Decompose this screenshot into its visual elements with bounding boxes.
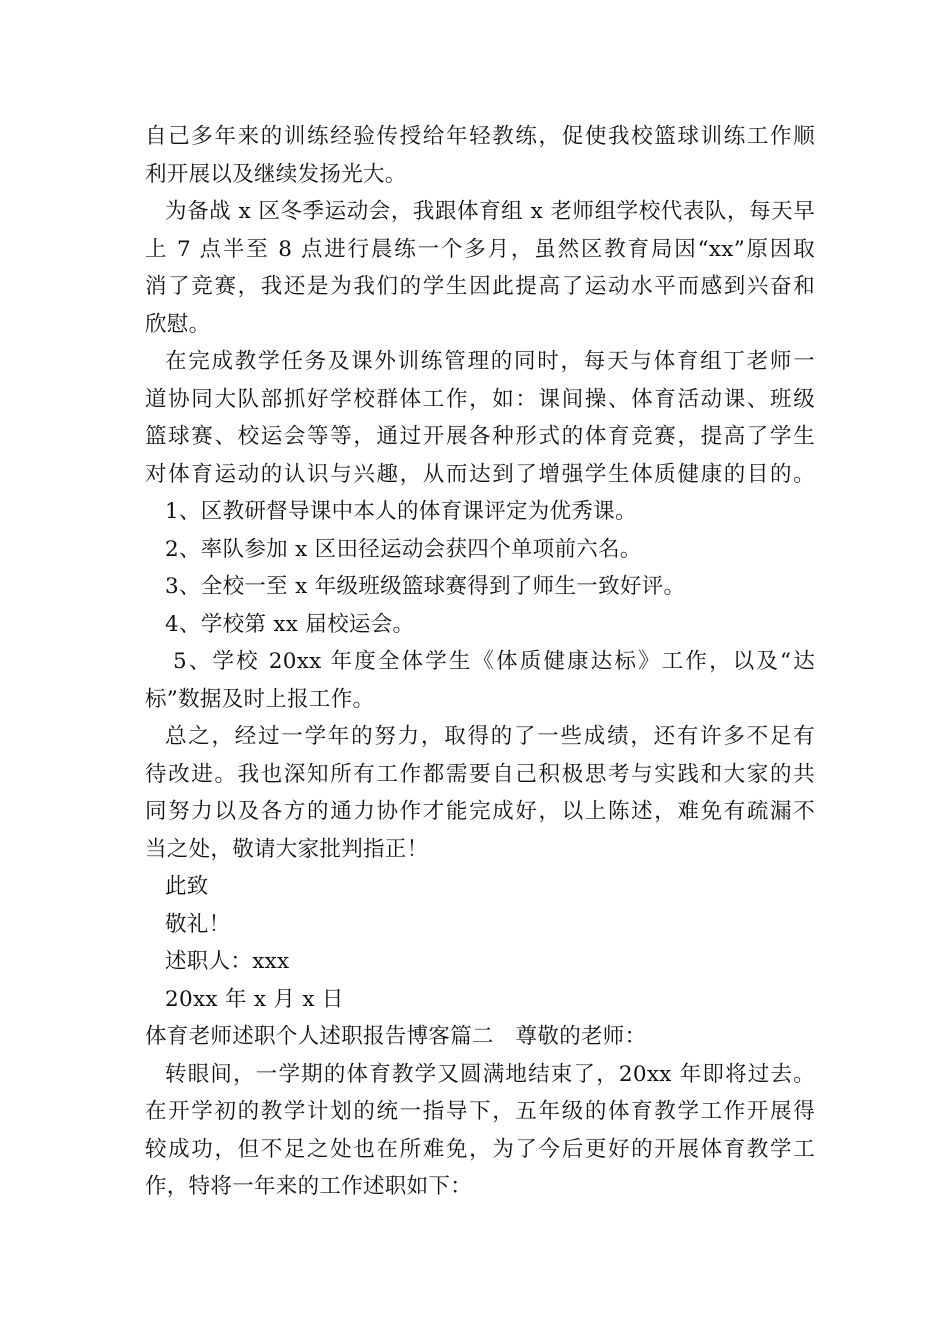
paragraph-line: 为备战 x 区冬季运动会，我跟体育组 x 老师组学校代表队，每天早 (165, 199, 815, 224)
paragraph-line: 作，特将一年来的工作述职如下： (145, 1174, 473, 1199)
paragraph-line: 欣慰。 (145, 311, 211, 337)
list-item: 4、学校第 xx 届校运会。 (165, 611, 415, 637)
paragraph-line: 对体育运动的认识与兴趣，从而达到了增强学生体质健康的目的。 (145, 461, 815, 487)
signature-date: 20xx 年 x 月 x 日 (165, 986, 344, 1012)
paragraph-line: 道协同大队部抓好学校群体工作，如：课间操、体育活动课、班级 (145, 386, 815, 412)
signature-name: 述职人：xxx (165, 949, 290, 974)
list-item: 5、学校 20xx 年度全体学生《体质健康达标》工作，以及“达 (173, 649, 815, 674)
paragraph-line: 同努力以及各方的通力协作才能完成好，以上陈述，难免有疏漏不 (145, 799, 815, 824)
section-title: 体育老师述职个人述职报告博客篇二 尊敬的老师： (145, 1024, 647, 1049)
paragraph-line: 在开学初的教学计划的统一指导下，五年级的体育教学工作开展得 (145, 1099, 815, 1124)
paragraph-line: 较成功，但不足之处也在所难免，为了今后更好的开展体育教学工 (145, 1136, 815, 1162)
paragraph-line: 总之，经过一学年的努力，取得的了一些成绩，还有许多不足有 (165, 724, 815, 749)
paragraph-line: 待改进。我也深知所有工作都需要自己积极思考与实践和大家的共 (145, 761, 815, 787)
paragraph-line: 转眼间，一学期的体育教学又圆满地结束了，20xx 年即将过去。 (165, 1061, 815, 1087)
paragraph-line: 自己多年来的训练经验传授给年轻教练，促使我校篮球训练工作顺 (145, 124, 815, 149)
paragraph-line: 篮球赛、校运会等等，通过开展各种形式的体育竞赛，提高了学生 (145, 424, 815, 449)
paragraph-line: 利开展以及继续发扬光大。 (145, 161, 407, 187)
paragraph-line: 当之处，敬请大家批判指正！ (145, 836, 429, 862)
paragraph-line: 在完成教学任务及课外训练管理的同时，每天与体育组丁老师一 (165, 349, 815, 374)
closing-respect: 敬礼！ (165, 911, 231, 937)
paragraph-line: 上 7 点半至 8 点进行晨练一个多月，虽然区教育局因“xx”原因取 (145, 236, 815, 262)
list-item: 2、率队参加 x 区田径运动会获四个单项前六名。 (165, 536, 642, 562)
list-item: 1、区教研督导课中本人的体育课评定为优秀课。 (165, 499, 637, 524)
list-item: 3、全校一至 x 年级班级篮球赛得到了师生一致好评。 (165, 574, 686, 599)
document-body (145, 118, 815, 1206)
closing-salutation: 此致 (165, 874, 209, 899)
paragraph-line: 标”数据及时上报工作。 (145, 686, 375, 712)
paragraph-line: 消了竞赛，我还是为我们的学生因此提高了运动水平而感到兴奋和 (145, 274, 815, 299)
